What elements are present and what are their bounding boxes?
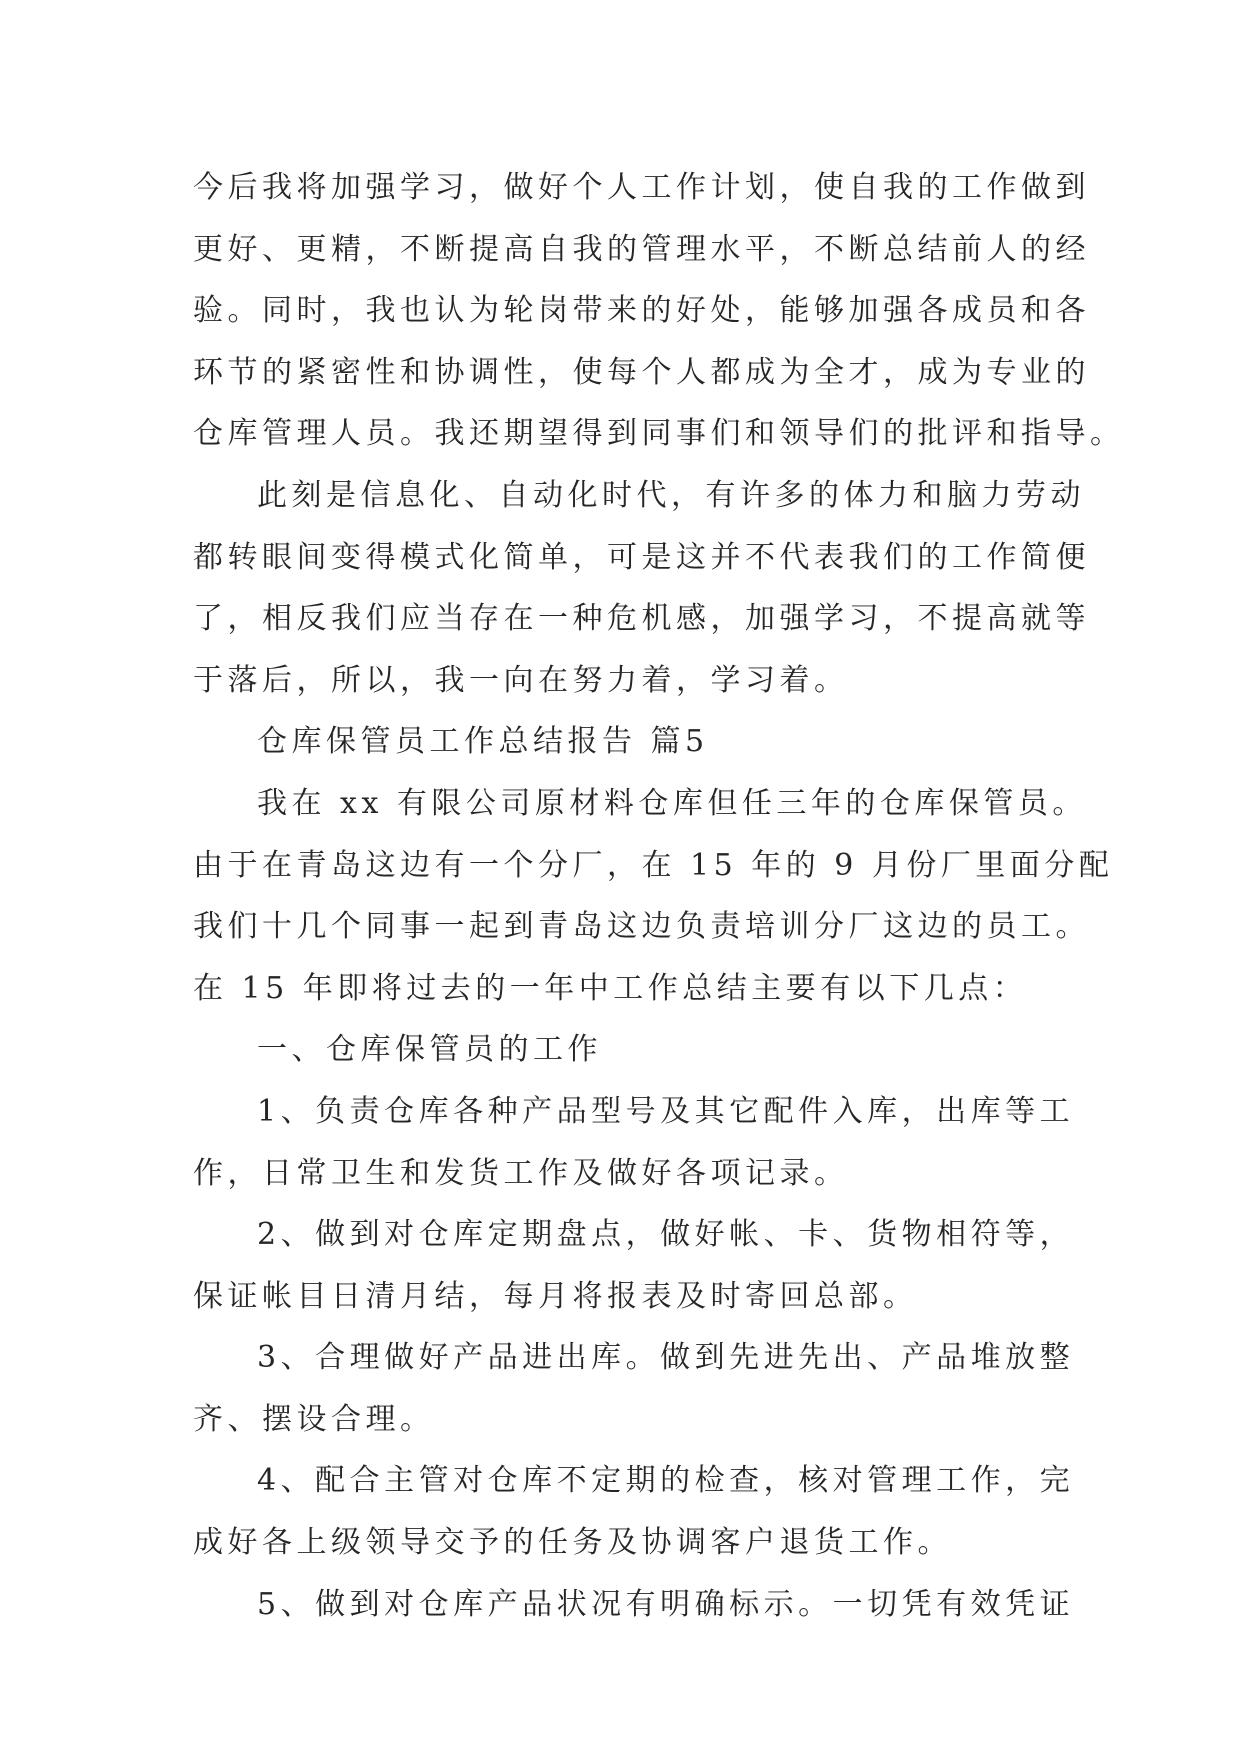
text-line: 齐、摆设合理。 xyxy=(193,1401,435,1437)
document-body xyxy=(193,157,1125,1635)
text-line: 了，相反我们应当存在一种危机感，加强学习，不提高就等 xyxy=(193,601,1090,637)
text-line: 成好各上级领导交予的任务及协调客户退货工作。 xyxy=(193,1525,952,1561)
text-line: 环节的紧密性和协调性，使每个人都成为全才，成为专业的 xyxy=(193,354,1090,390)
text-line: 保证帐目日清月结，每月将报表及时寄回总部。 xyxy=(193,1278,918,1314)
text-line: 我们十几个同事一起到青岛这边负责培训分厂这边的员工。 xyxy=(193,909,1090,945)
text-line: 作，日常卫生和发货工作及做好各项记录。 xyxy=(193,1155,849,1191)
text-line: 今后我将加强学习，做好个人工作计划，使自我的工作做到 xyxy=(193,170,1090,205)
text-line: 更好、更精，不断提高自我的管理水平，不断总结前人的经 xyxy=(193,231,1090,267)
text-line: 3、合理做好产品进出库。做到先进先出、产品堆放整 xyxy=(257,1340,1075,1376)
text-line: 在 15 年即将过去的一年中工作总结主要有以下几点： xyxy=(193,970,1028,1006)
text-line: 5、做到对仓库产品状况有明确标示。一切凭有效凭证 xyxy=(257,1586,1075,1622)
text-line: 仓库管理人员。我还期望得到同事们和领导们的批评和指导。 xyxy=(193,416,1125,452)
text-line: 4、配合主管对仓库不定期的检查，核对管理工作，完 xyxy=(257,1463,1075,1499)
text-line: 1、负责仓库各种产品型号及其它配件入库，出库等工 xyxy=(257,1093,1075,1129)
text-line: 一、仓库保管员的工作 xyxy=(257,1032,602,1068)
text-line: 仓库保管员工作总结报告 篇5 xyxy=(257,724,709,760)
text-line: 我在 xx 有限公司原材料仓库但任三年的仓库保管员。 xyxy=(257,785,1087,821)
text-line: 由于在青岛这边有一个分厂，在 15 年的 9 月份厂里面分配 xyxy=(193,847,1114,883)
text-line: 2、做到对仓库定期盘点，做好帐、卡、货物相符等， xyxy=(257,1217,1075,1253)
text-line: 都转眼间变得模式化简单，可是这并不代表我们的工作简便 xyxy=(193,539,1090,575)
text-line: 验。同时，我也认为轮岗带来的好处，能够加强各成员和各 xyxy=(193,293,1090,329)
text-line: 此刻是信息化、自动化时代，有许多的体力和脑力劳动 xyxy=(257,477,1085,513)
text-line: 于落后，所以，我一向在努力着，学习着。 xyxy=(193,662,849,698)
